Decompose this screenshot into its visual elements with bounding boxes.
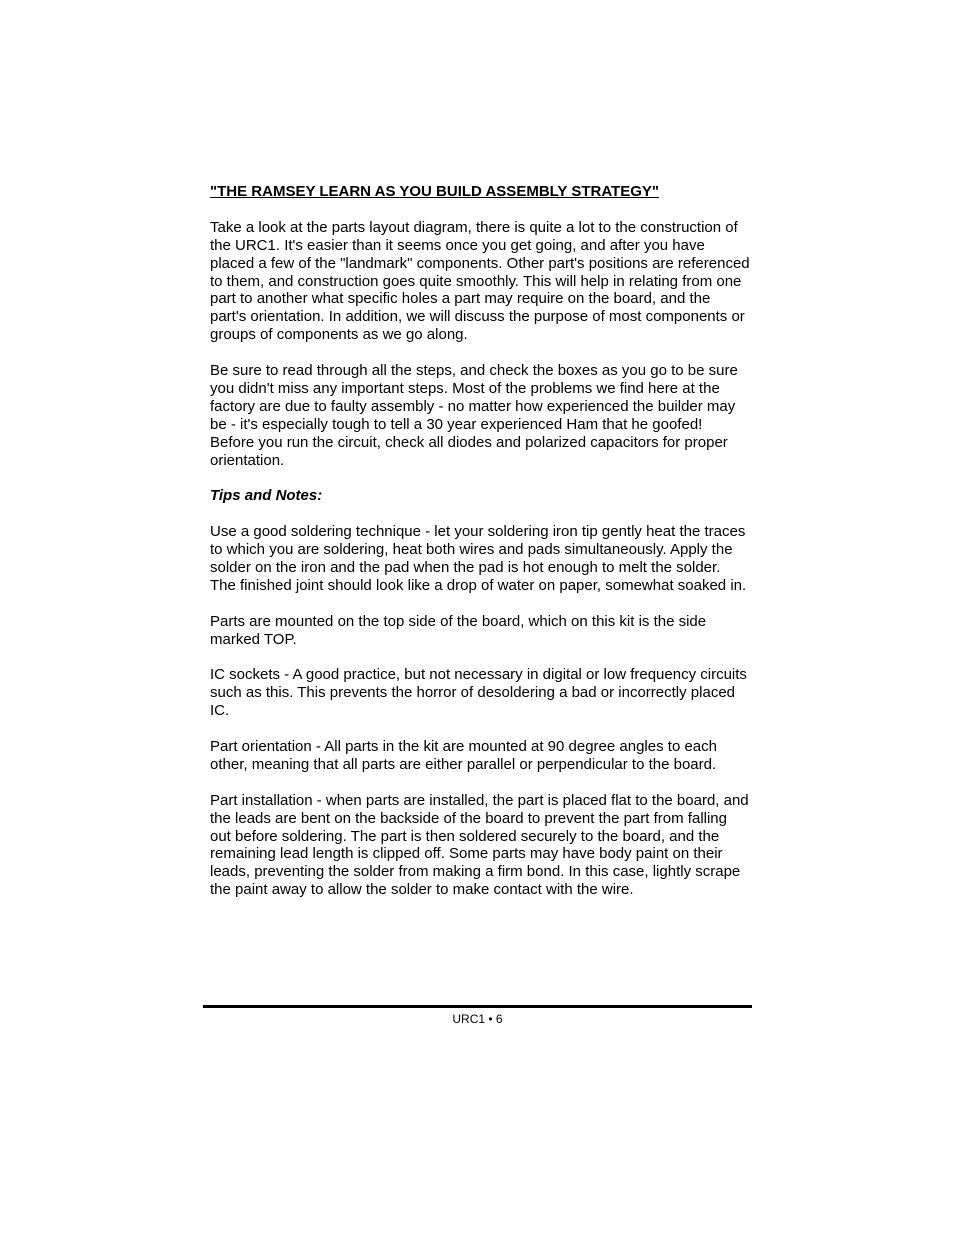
intro-paragraph: Take a look at the parts layout diagram, there is quite a lot to the construction of the URC1. It's easier than it seems once you get going, and after you have placed a few of the "landmark" components. Other part's positions are referenced to them, and construction goes quite smoothly. This will help in relating from one part to another what specific holes a part may require on the board, and the part's orientation. In addition, we will discuss the purpose of most components or groups of components as we go along. (210, 218, 750, 344)
section-heading: "THE RAMSEY LEARN AS YOU BUILD ASSEMBLY STRATEGY" (210, 183, 660, 200)
page-footer: URC1 • 6 (452, 1012, 503, 1026)
mounting-paragraph: Parts are mounted on the top side of the board, which on this kit is the side marked TOP. (210, 612, 707, 648)
ic-sockets-paragraph: IC sockets - A good practice, but not necessary in digital or low frequency circuits such as this. This prevents the horror of desoldering a bad or incorrectly placed IC. (210, 666, 747, 720)
page-content (210, 183, 750, 917)
read-steps-paragraph: Be sure to read through all the steps, and check the boxes as you go to be sure you didn't miss any important steps. Most of the problems we find here at the factory are due to faulty assembly - no matter how experienced the builder may be - it's especially tough to tell a 30 year experienced Ham that he goofed! Before you run the circuit, check all diodes and polarized capacitors for proper orientation. (210, 362, 738, 469)
tips-heading: Tips and Notes: (210, 487, 323, 505)
installation-paragraph: Part installation - when parts are installed, the part is placed flat to the board, and the leads are bent on the backside of the board to prevent the part from falling out before soldering. The part is then soldered securely to the board, and the remaining lead length is clipped off. Some parts may have body paint on their leads, preventing the solder from making a firm bond. In this case, lightly scrape the paint away to allow the solder to make contact with the wire. (210, 791, 749, 899)
footer-divider (203, 1005, 752, 1008)
soldering-paragraph: Use a good soldering technique - let your soldering iron tip gently heat the traces to which you are soldering, heat both wires and pads simultaneously. Apply the solder on the iron and the pad when the pad is hot enough to melt the solder. The finished joint should look like a drop of water on paper, somewhat soaked in. (210, 523, 747, 594)
orientation-paragraph: Part orientation - All parts in the kit are mounted at 90 degree angles to each other, meaning that all parts are either parallel or perpendicular to the board. (210, 737, 717, 773)
